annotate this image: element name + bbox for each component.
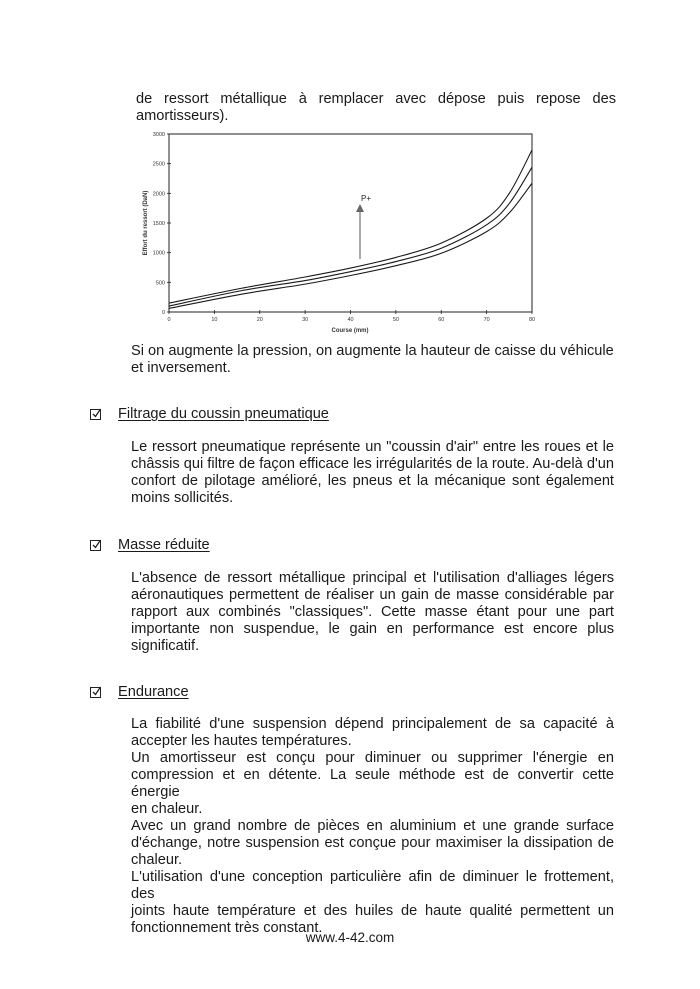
body-line: Le ressort pneumatique représente un "coussin d'air" entre les roues et le xyxy=(131,439,614,455)
y-tick-label: 500 xyxy=(155,280,165,287)
x-tick-label: 50 xyxy=(392,317,399,323)
body-line: d'échange, notre suspension est conçue pour maximiser la dissipation de xyxy=(131,835,614,851)
body-line: accepter les hautes températures. xyxy=(131,733,352,749)
body-line: chaleur. xyxy=(131,852,183,868)
x-tick-label: 20 xyxy=(256,317,263,323)
x-axis-label: Course (mm) xyxy=(331,328,369,334)
spring-force-chart xyxy=(135,128,555,338)
body-line: fonctionnement très constant. xyxy=(131,920,323,936)
y-tick-label: 2500 xyxy=(152,161,165,168)
series-line xyxy=(169,183,532,308)
body-line: en chaleur. xyxy=(131,801,203,817)
x-tick-label: 40 xyxy=(347,317,354,323)
body-line: Un amortisseur est conçu pour diminuer ou supprimer l'énergie en xyxy=(131,750,614,766)
body-line: aéronautiques permettent de réaliser un gain de masse considérable par xyxy=(131,587,614,603)
section-body-filtrage xyxy=(131,439,614,507)
x-tick-label: 10 xyxy=(211,317,218,323)
body-line: L'utilisation d'une conception particulière afin de diminuer le frottement, des xyxy=(131,869,614,902)
body-line: joints haute température et des huiles de haute qualité permettent un xyxy=(131,903,614,919)
y-axis-ticks xyxy=(153,132,171,316)
pressure-arrow xyxy=(356,194,371,259)
chart-series xyxy=(169,150,532,308)
section-title: Masse réduite xyxy=(118,537,210,553)
y-tick-label: 2000 xyxy=(152,191,165,198)
intro-line: de ressort métallique à remplacer avec dépose puis repose des xyxy=(136,91,616,107)
x-tick-label: 70 xyxy=(483,317,490,323)
checkbox-checked-icon xyxy=(90,687,101,698)
checkbox-checked-icon xyxy=(90,540,101,551)
y-tick-label: 3000 xyxy=(152,132,165,138)
body-line: La fiabilité d'une suspension dépend principalement de sa capacité à xyxy=(131,716,614,732)
body-line: moins sollicités. xyxy=(131,490,234,506)
caption-line: et inversement. xyxy=(131,360,231,376)
y-axis-label: Effort du ressort (DaN) xyxy=(143,190,149,256)
section-heading-endurance xyxy=(90,684,189,701)
body-line: compression et en détente. La seule méthode est de convertir cette énergie xyxy=(131,767,614,800)
section-heading-masse xyxy=(90,537,210,554)
body-line: L'absence de ressort métallique principal et l'utilisation d'alliages légers xyxy=(131,570,614,586)
body-line: confort de pilotage amélioré, les pneus et la mécanique sont également xyxy=(131,473,614,489)
body-line: rapport aux combinés "classiques". Cette masse étant pour une part xyxy=(131,604,614,620)
body-line: significatif. xyxy=(131,638,200,654)
y-tick-label: 1500 xyxy=(152,221,165,227)
section-heading-filtrage xyxy=(90,406,329,423)
section-title: Endurance xyxy=(118,684,189,700)
footer-url: www.4-42.com xyxy=(305,930,395,945)
pressure-annotation: P+ xyxy=(360,194,372,203)
section-body-endurance xyxy=(131,716,614,937)
series-line xyxy=(169,150,532,303)
intro-paragraph xyxy=(136,91,616,125)
y-tick-label: 1000 xyxy=(152,250,165,257)
body-line: châssis qui filtre de façon efficace les irrégularités de la route. Au-delà d'un xyxy=(131,456,614,472)
chart-caption xyxy=(131,343,621,377)
section-body-masse xyxy=(131,570,614,655)
x-tick-label: 0 xyxy=(167,317,171,323)
arrow-up-icon xyxy=(356,204,364,212)
checkbox-checked-icon xyxy=(90,409,101,420)
chart-plot-area xyxy=(169,134,532,312)
body-line: importante non suspendue, le gain en performance est encore plus xyxy=(131,621,614,637)
caption-line: Si on augmente la pression, on augmente la hauteur de caisse du véhicule xyxy=(131,343,614,359)
x-tick-label: 30 xyxy=(302,317,309,323)
x-tick-label: 60 xyxy=(438,317,445,323)
x-tick-label: 80 xyxy=(528,317,536,323)
body-line: Avec un grand nombre de pièces en aluminium et une grande surface xyxy=(131,818,614,834)
section-title: Filtrage du coussin pneumatique xyxy=(118,406,329,422)
y-tick-label: 0 xyxy=(161,310,165,316)
intro-line: amortisseurs). xyxy=(136,108,229,124)
